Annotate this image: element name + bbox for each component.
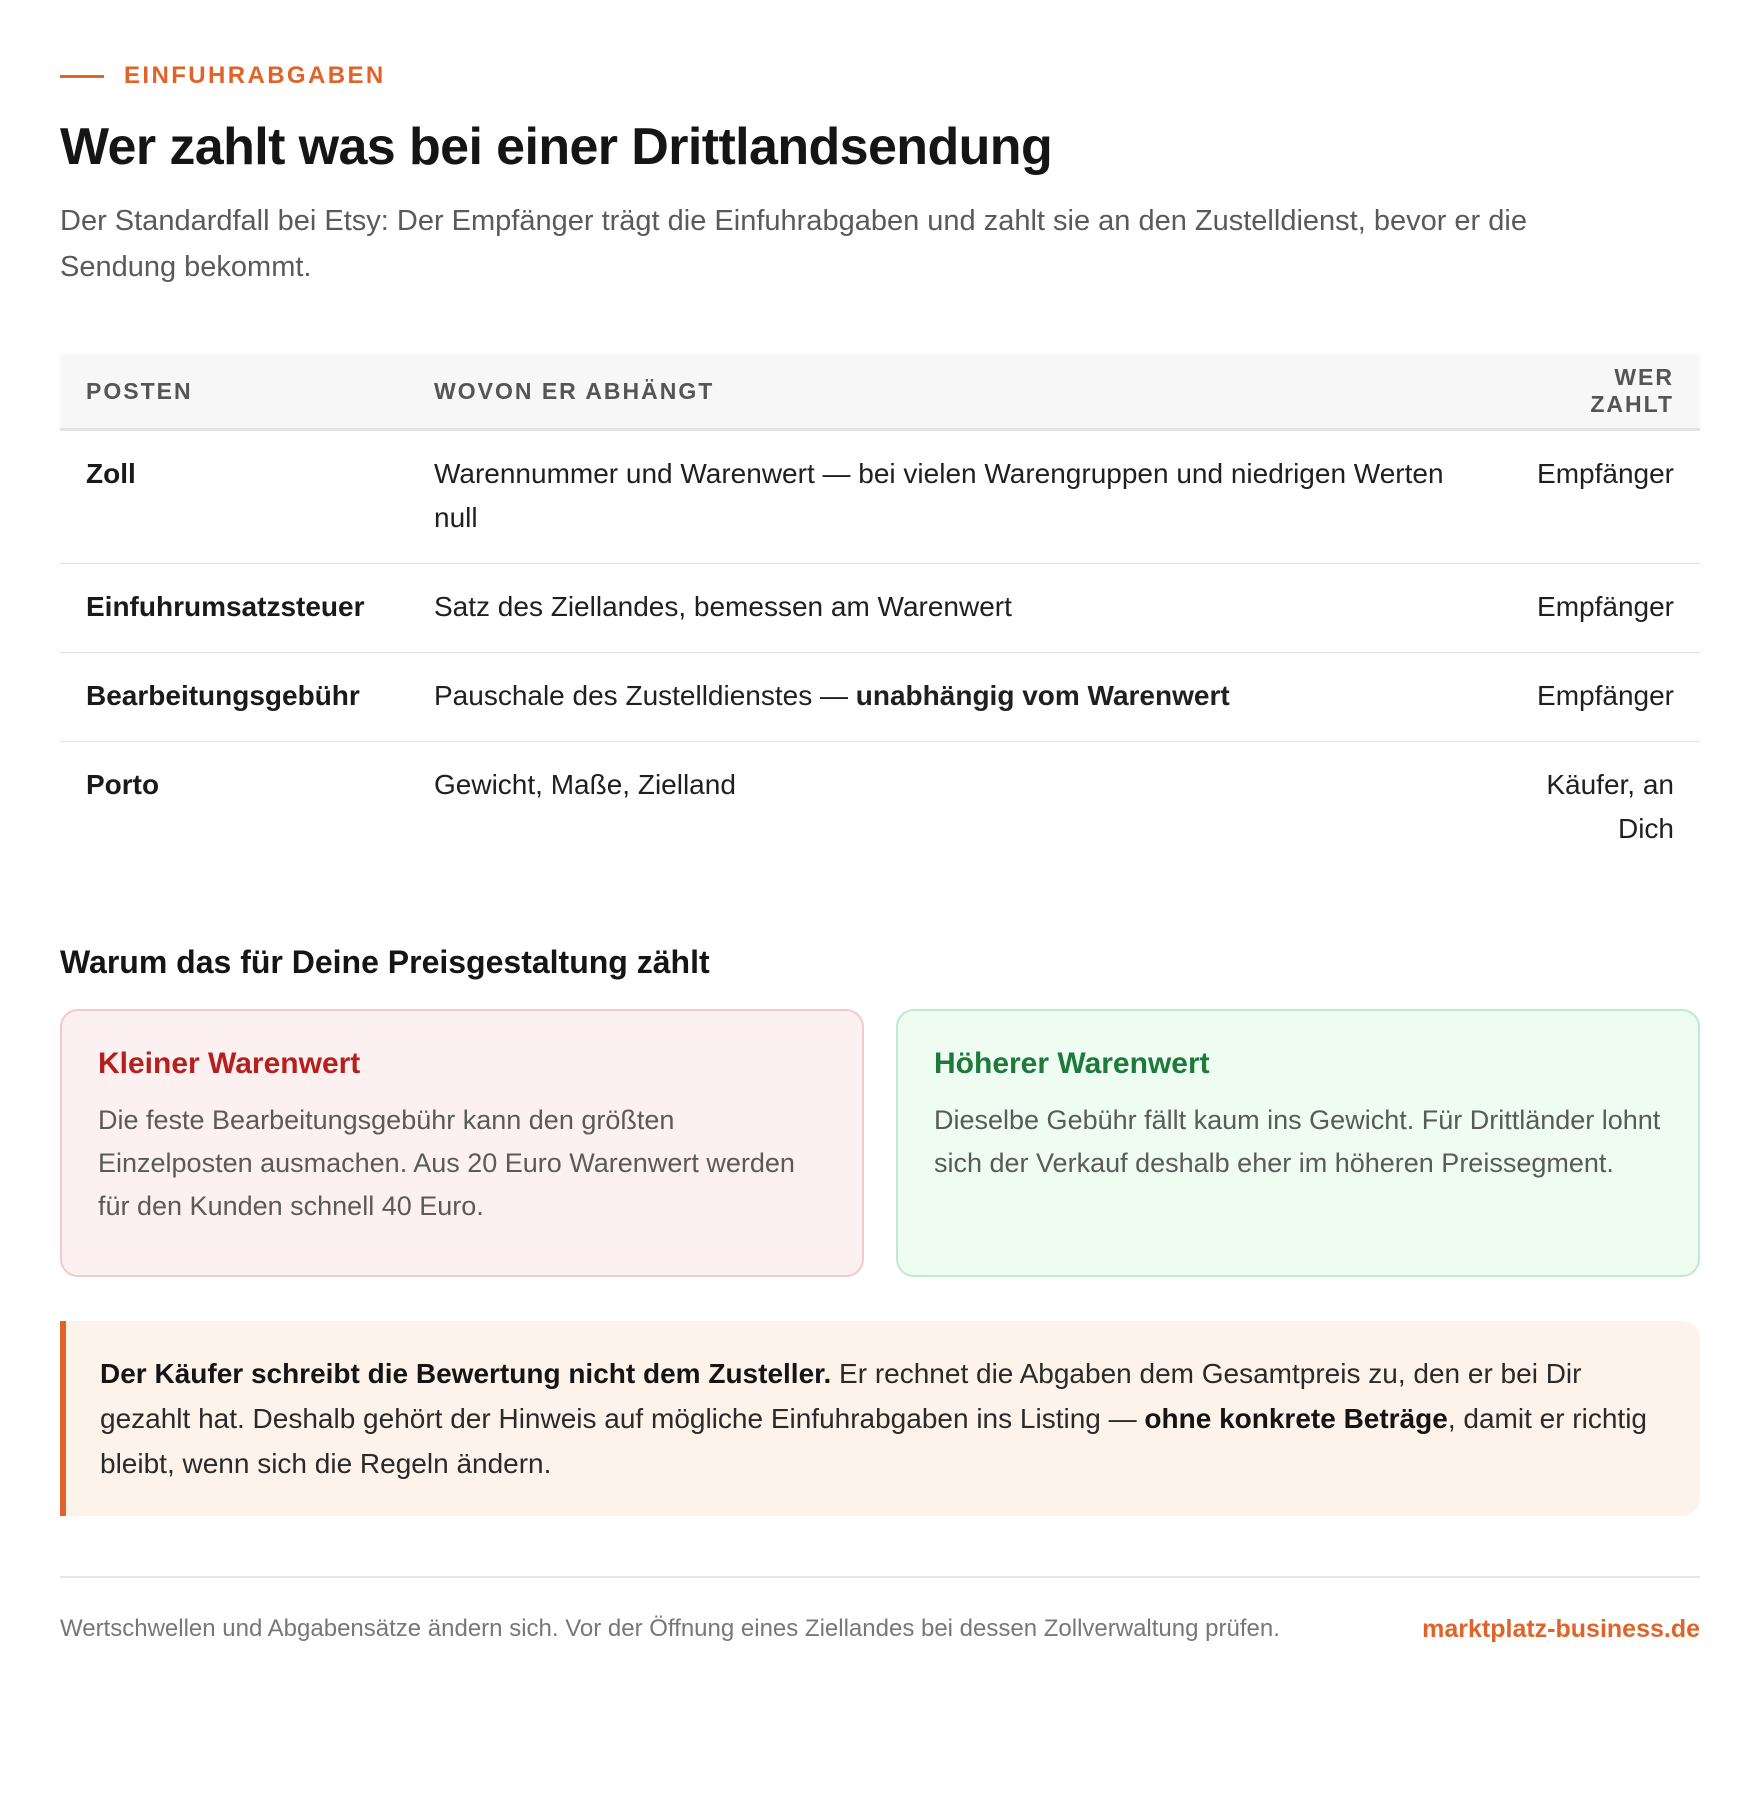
row-item: Bearbeitungsgebühr	[60, 653, 408, 742]
card-body: Die feste Bearbeitungsgebühr kann den größten Einzelposten ausmachen. Aus 20 Euro Warenwert werden für den Kunden schnell 40 Euro.	[98, 1105, 795, 1222]
eyebrow-label: EINFUHRABGABEN	[124, 62, 386, 89]
card-body: Dieselbe Gebühr fällt kaum ins Gewicht. Für Drittländer lohnt sich der Verkauf deshalb eher im höheren Preissegment.	[934, 1105, 1661, 1179]
row-item: Zoll	[60, 430, 408, 564]
callout-note	[60, 1321, 1700, 1516]
fees-table	[60, 354, 1700, 875]
card-high-value	[896, 1009, 1700, 1277]
table-row	[60, 653, 1700, 742]
page-subtitle: Der Standardfall bei Etsy: Der Empfänger trägt die Einfuhrabgaben und zahlt sie an den Zustelldienst, bevor er die Sendung bekommt.	[60, 204, 1527, 283]
callout-text: Er rechnet die Abgaben dem Gesamtpreis zu, den er bei Dir gezahlt hat. Deshalb gehört der Hinweis auf mögliche Einfuhrabgaben ins Listing —	[100, 1358, 1582, 1435]
footer-note: Wertschwellen und Abgabensätze ändern sich. Vor der Öffnung eines Ziellandes bei dessen Zollverwaltung prüfen.	[60, 1615, 1280, 1643]
cards	[60, 1009, 1700, 1277]
table-row	[60, 742, 1700, 875]
callout-lead: Der Käufer schreibt die Bewertung nicht dem Zusteller.	[100, 1358, 832, 1390]
callout-text-end: , damit er richtig bleibt, wenn sich die Regeln ändern.	[100, 1403, 1647, 1480]
header-depends: WOVON ER ABHÄNGT	[408, 354, 1498, 430]
footer	[60, 1576, 1700, 1648]
row-payer: Käufer, an Dich	[1546, 769, 1674, 845]
header-payer: WER ZAHLT	[1498, 354, 1700, 430]
row-item: Porto	[86, 769, 160, 801]
table-row	[60, 564, 1700, 653]
header-item: POSTEN	[60, 354, 408, 430]
row-depends-emphasis: unabhängig vom Warenwert	[855, 680, 1230, 712]
row-item: Einfuhrumsatzsteuer	[60, 564, 408, 653]
section-heading: Warum das für Deine Preisgestaltung zählt	[60, 944, 710, 981]
card-title: Kleiner Warenwert	[98, 1047, 361, 1081]
row-depends: Satz des Ziellandes, bemessen am Warenwert	[408, 564, 1498, 653]
card-small-value	[60, 1009, 864, 1277]
callout-emphasis: ohne konkrete Beträge	[1144, 1403, 1448, 1435]
row-depends: Warennummer und Warenwert — bei vielen Warengruppen und niedrigen Werten null	[408, 430, 1498, 564]
page-title: Wer zahlt was bei einer Drittlandsendung	[60, 118, 1053, 176]
table-row	[60, 430, 1700, 564]
row-payer: Empfänger	[1498, 564, 1700, 653]
footer-brand-link[interactable]: marktplatz-business.de	[1422, 1614, 1700, 1643]
row-depends: Gewicht, Maße, Zielland	[434, 769, 736, 801]
row-payer: Empfänger	[1498, 430, 1700, 564]
table-header-row	[60, 354, 1700, 430]
row-payer: Empfänger	[1498, 653, 1700, 742]
eyebrow-line	[60, 75, 104, 78]
card-title: Höherer Warenwert	[934, 1047, 1210, 1081]
eyebrow	[60, 62, 1700, 90]
row-depends: Pauschale des Zustelldienstes — unabhängig vom Warenwert	[408, 653, 1498, 742]
